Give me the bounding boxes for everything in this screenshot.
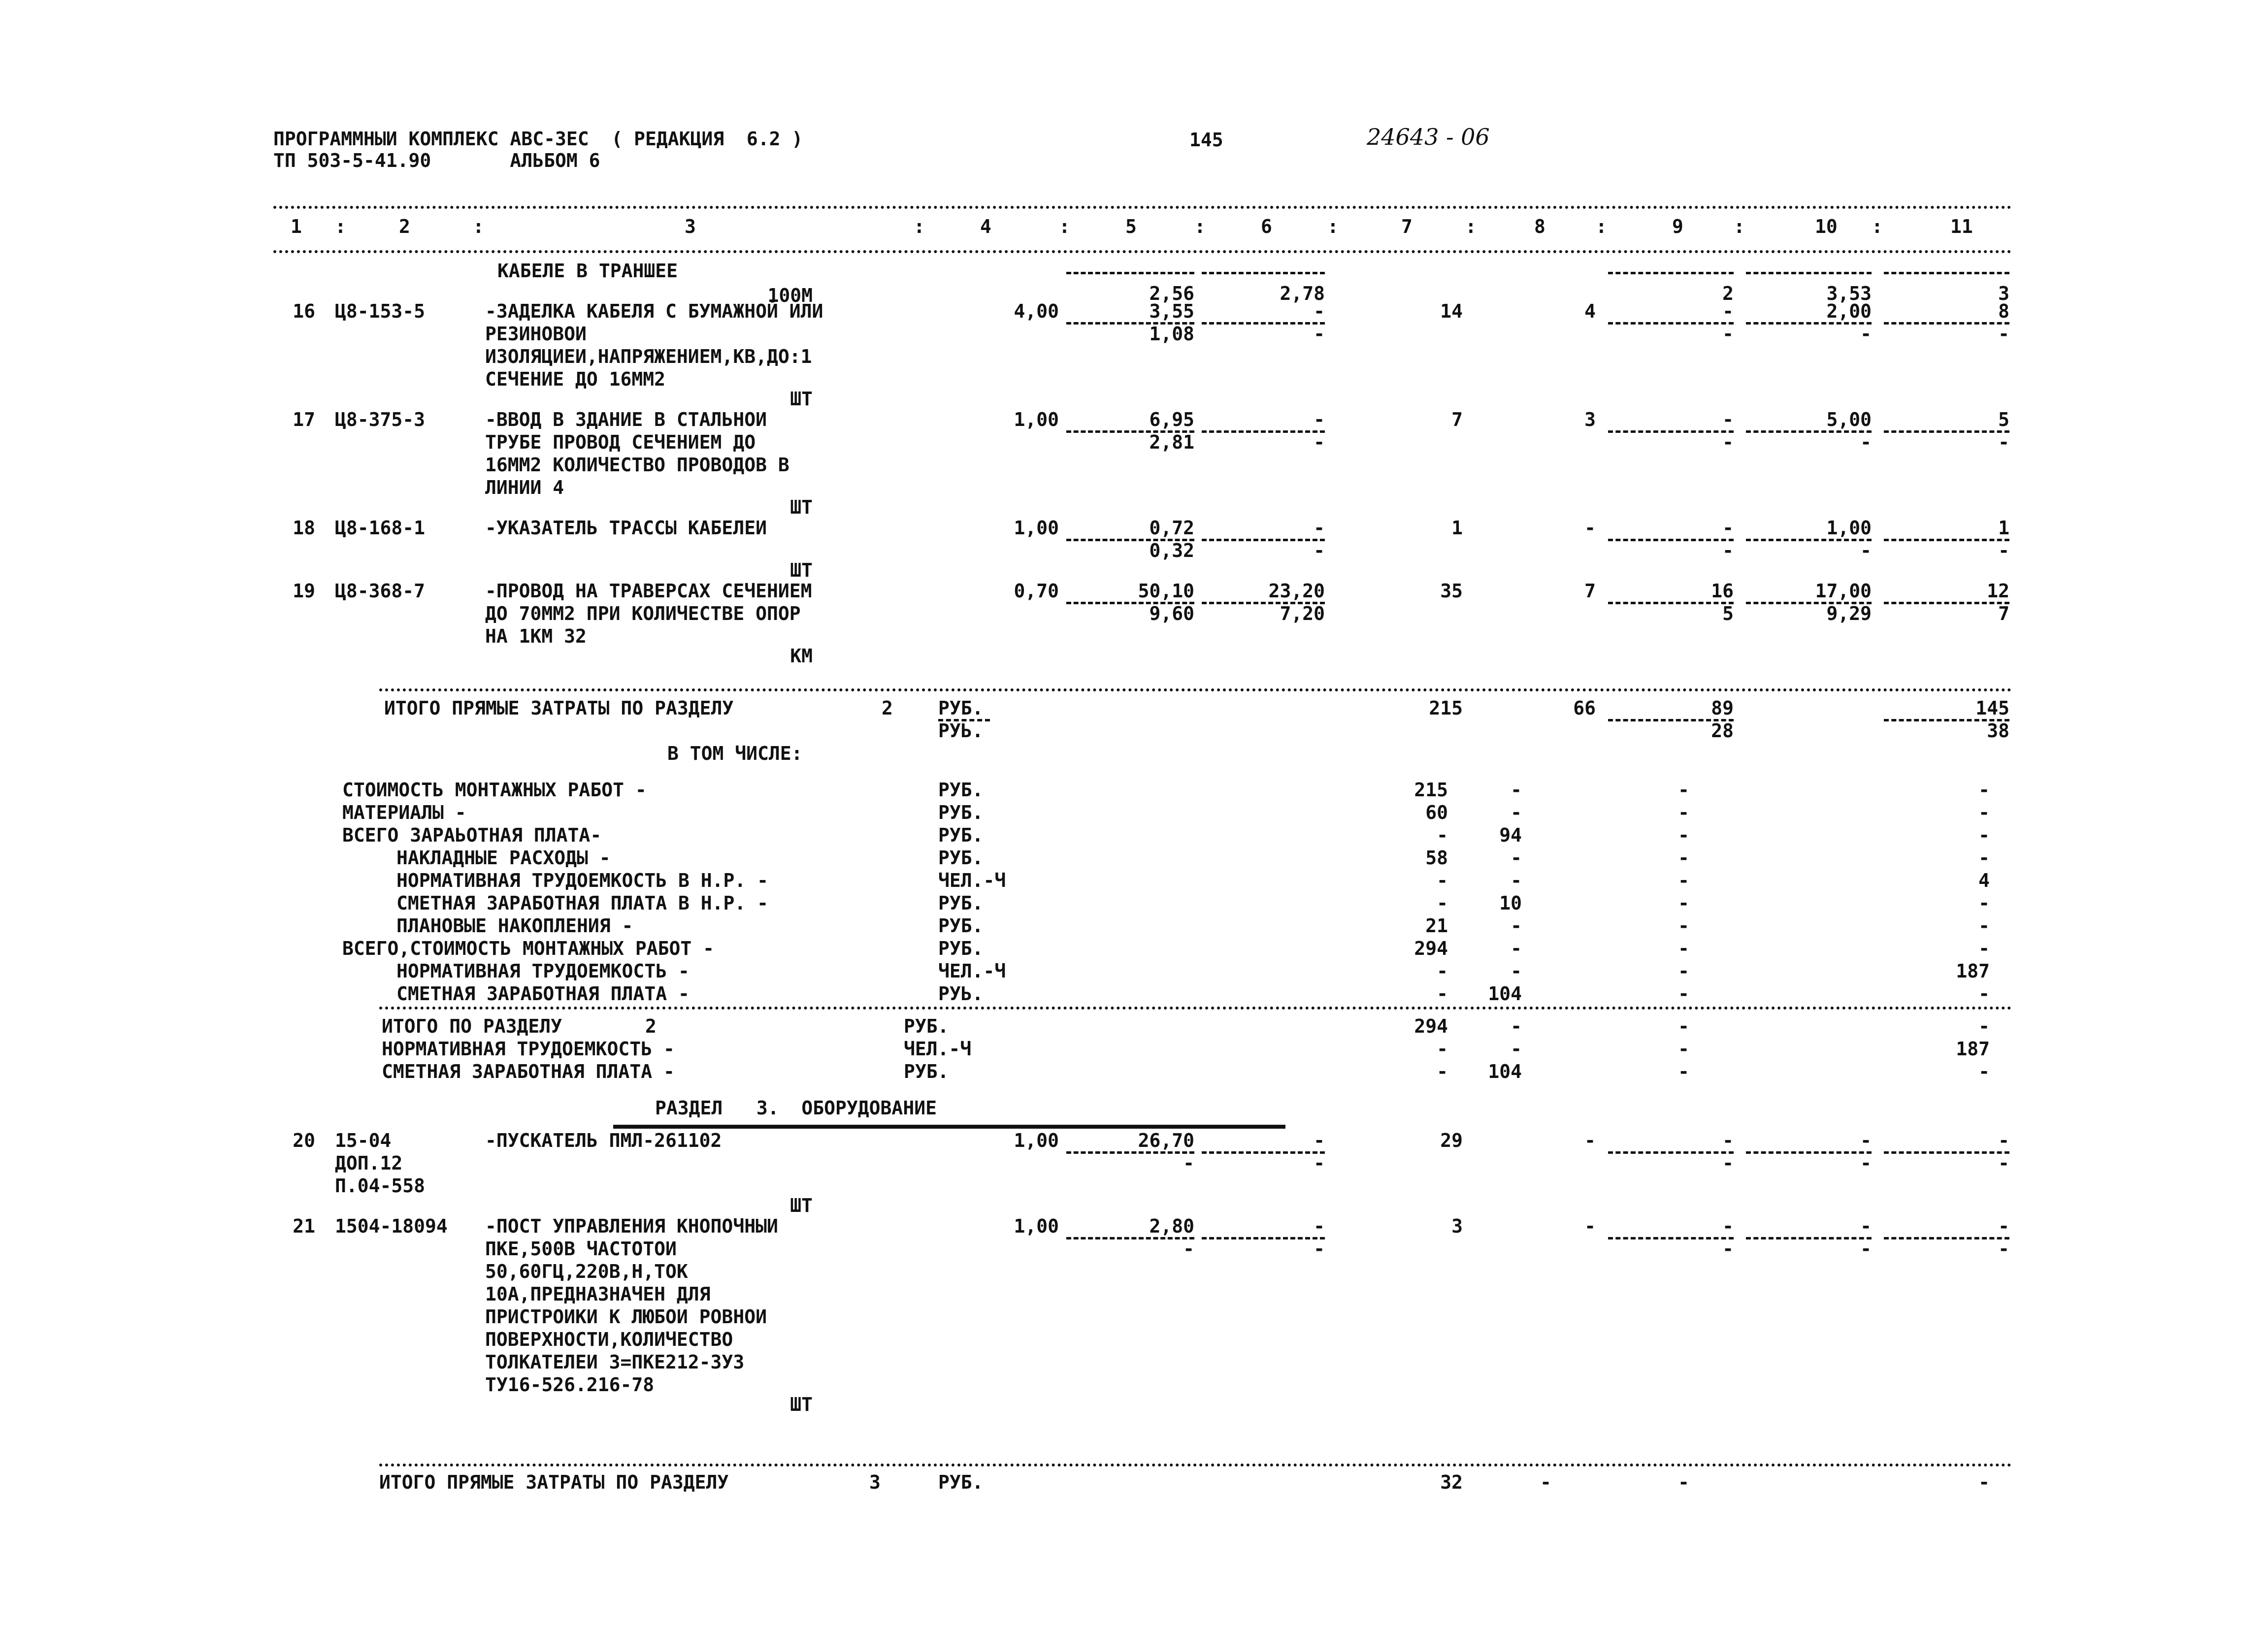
sub-rule: [1746, 539, 1872, 541]
item-18-c7: 1: [1451, 517, 1463, 539]
section-rule: [379, 1464, 2012, 1466]
section3-total-number: 3: [869, 1471, 881, 1493]
sub-rule: [1884, 322, 2009, 325]
item-17-description: -ВВОД В ЗДАНИЕ В СТАЛЬНОИ: [485, 409, 767, 430]
breakdown-c11: 187: [1956, 960, 1990, 982]
item-16-code: Ц8-153-5: [335, 300, 426, 322]
item-16-c7: 14: [1440, 300, 1463, 322]
sub-rule: [1608, 1151, 1734, 1154]
section2-total-unit-labor: РУЬ.: [938, 720, 984, 742]
item-21-c5: 2,80: [1149, 1215, 1194, 1237]
sub-rule: [1066, 1237, 1194, 1239]
item-19-c6-labor: 7,20: [1280, 603, 1325, 624]
item-17-c11-labor: -: [1998, 431, 2009, 453]
item-18-c6-labor: -: [1314, 540, 1325, 561]
item-19-code: Ц8-368-7: [335, 580, 426, 602]
item-18-c6: -: [1314, 517, 1325, 539]
breakdown-c11: -: [1978, 937, 1990, 959]
item-16-c10: 2,00: [1826, 300, 1872, 322]
breakdown-c11: -: [1978, 914, 1990, 937]
section2-total-label: ИТОГО ПРЯМЫЕ ЗАТРАТЫ ПО РАЗДЕЛУ: [384, 697, 734, 719]
item-17-description: ЛИНИИ 4: [485, 477, 564, 498]
item-16-c11: 8: [1998, 300, 2009, 322]
continued-c6: 2,78: [1280, 283, 1325, 304]
breakdown-c8: 10: [1499, 892, 1522, 914]
breakdown-c7: 21: [1425, 914, 1448, 937]
header-rule-top: [273, 206, 2012, 209]
item-19-c5-labor: 9,60: [1149, 603, 1194, 624]
item-19-unit: КМ: [790, 645, 813, 667]
item-19-description: -ПРОВОД НА ТРАВЕРСАХ СЕЧЕНИЕМ: [485, 580, 812, 602]
breakdown-c9: -: [1678, 869, 1689, 891]
item-19-description: ДО 70ММ2 ПРИ КОЛИЧЕСТВЕ ОПОР: [485, 603, 801, 624]
item-17-c6-labor: -: [1314, 431, 1325, 453]
item-18-number: 18: [293, 517, 315, 539]
section2-total-c11-labor: 38: [1987, 720, 2009, 742]
section-total-unit: РУБ.: [904, 1015, 949, 1037]
section-total-unit: ЧЕЛ.-Ч: [904, 1038, 972, 1060]
item-19-c7: 35: [1440, 580, 1463, 602]
item-16-description: ИЗОЛЯЦИЕИ,НАПРЯЖЕНИЕМ,КВ,ДО:1: [485, 346, 812, 367]
breakdown-c7: -: [1437, 960, 1448, 982]
item-21-description: ТОЛКАТЕЛЕИ 3=ПКЕ212-3У3: [485, 1351, 745, 1373]
item-20-c10: -: [1860, 1129, 1872, 1151]
breakdown-c7: 215: [1414, 779, 1448, 801]
item-18-c10: 1,00: [1826, 517, 1872, 539]
item-18-c11-labor: -: [1998, 540, 2009, 561]
item-17-c5: 6,95: [1149, 409, 1194, 430]
item-21-description: -ПОСТ УПРАВЛЕНИЯ КНОПОЧНЫИ: [485, 1215, 778, 1237]
item-21-c10-labor: -: [1860, 1238, 1872, 1260]
breakdown-unit: РУБ.: [938, 914, 984, 937]
item-16-c5: 3,55: [1149, 300, 1194, 322]
item-16-c6: -: [1314, 300, 1325, 322]
item-21-unit: ШТ: [790, 1393, 813, 1415]
breakdown-c9: -: [1678, 982, 1689, 1005]
item-20-c11: -: [1998, 1129, 2009, 1151]
item-20-description: -ПУСКАТЕЛЬ ПМЛ-261102: [485, 1129, 722, 1151]
breakdown-c11: -: [1978, 824, 1990, 846]
breakdown-c8: -: [1511, 960, 1522, 982]
section3-total-unit: РУБ.: [938, 1471, 984, 1493]
continued-c11: 3: [1998, 283, 2009, 304]
breakdown-c8: -: [1511, 869, 1522, 891]
item-18-c5-labor: 0,32: [1149, 540, 1194, 561]
section2-total-c9-labor: 28: [1711, 720, 1734, 742]
breakdown-label: НАКЛАДНЫЕ РАСХОДЫ -: [396, 847, 611, 869]
item-19-c9-labor: 5: [1722, 603, 1734, 624]
item-21-description: 10А,ПРЕДНАЗНАЧЕН ДЛЯ: [485, 1283, 711, 1305]
item-18-c9: -: [1722, 517, 1734, 539]
item-21-code: 1504-18094: [335, 1215, 448, 1237]
sub-rule: [1202, 430, 1325, 433]
item-16-c9: -: [1722, 300, 1734, 322]
item-18-c10-labor: -: [1860, 540, 1872, 561]
breakdown-c7: -: [1437, 869, 1448, 891]
project-line: ТП 503-5-41.90 АЛЬБОМ 6: [273, 150, 600, 171]
sub-rule: [1202, 1237, 1325, 1239]
section3-total-c8: -: [1540, 1471, 1551, 1493]
continued-c10: 3,53: [1826, 283, 1872, 304]
column-separator: :: [1596, 216, 1607, 237]
sub-rule: [1746, 322, 1872, 325]
sub-rule: [1066, 272, 1194, 274]
breakdown-c11: -: [1978, 982, 1990, 1005]
section3-title-underline: [613, 1125, 1285, 1129]
column-header-5: 5: [1125, 216, 1137, 237]
section-total-c9: -: [1678, 1060, 1689, 1082]
column-header-11: 11: [1950, 216, 1973, 237]
item-18-c11: 1: [1998, 517, 2009, 539]
section-total-c9: -: [1678, 1038, 1689, 1060]
breakdown-unit: РУБ.: [938, 937, 984, 959]
column-separator: :: [1872, 216, 1883, 237]
item-16-description: РЕЗИНОВОИ: [485, 323, 587, 345]
item-21-c6-labor: -: [1314, 1238, 1325, 1260]
breakdown-label: СМЕТНАЯ ЗАРАБОТНАЯ ПЛАТА -: [396, 982, 690, 1005]
breakdown-c9: -: [1678, 914, 1689, 937]
breakdown-c8: -: [1511, 779, 1522, 801]
item-21-c5-labor: -: [1183, 1238, 1194, 1260]
item-20-code-line3: П.04-558: [335, 1174, 426, 1197]
item-17-description: 16ММ2 КОЛИЧЕСТВО ПРОВОДОВ В: [485, 454, 789, 476]
column-separator: :: [1327, 216, 1339, 237]
section2-total-number: 2: [882, 697, 893, 719]
section-total-c11: 187: [1956, 1038, 1990, 1060]
item-21-c11: -: [1998, 1215, 2009, 1237]
item-20-c7: 29: [1440, 1129, 1463, 1151]
breakdown-c9: -: [1678, 847, 1689, 869]
item-20-c9: -: [1722, 1129, 1734, 1151]
breakdown-c8: -: [1511, 914, 1522, 937]
item-18-quantity: 1,00: [1014, 517, 1059, 539]
section3-total-c9: -: [1678, 1471, 1689, 1493]
item-16-unit: ШТ: [790, 388, 813, 410]
column-separator: :: [473, 216, 484, 237]
breakdown-unit: ЧЕЛ.-Ч: [938, 960, 1006, 982]
breakdown-label: СМЕТНАЯ ЗАРАБОТНАЯ ПЛАТА В Н.Р. -: [396, 892, 768, 914]
item-17-c8: 3: [1584, 409, 1596, 430]
item-17-c5-labor: 2,81: [1149, 431, 1194, 453]
section-total-label: ИТОГО ПО РАЗДЕЛУ: [382, 1015, 562, 1037]
in-that-heading: В ТОМ ЧИСЛЕ:: [667, 743, 803, 764]
sub-rule: [1202, 272, 1325, 274]
continued-c9: 2: [1722, 283, 1734, 304]
item-16-description: -ЗАДЕЛКА КАБЕЛЯ С БУМАЖНОЙ ИЛИ: [485, 300, 823, 322]
item-19-number: 19: [293, 580, 315, 602]
breakdown-c7: 60: [1425, 801, 1448, 823]
breakdown-unit: ЧЕЛ.-Ч: [938, 869, 1006, 891]
breakdown-c11: -: [1978, 779, 1990, 801]
breakdown-label: ВСЕГО ЗАРАЬОТНАЯ ПЛАТА-: [342, 824, 602, 846]
section3-total-c7: 32: [1440, 1471, 1463, 1493]
item-20-code: 15-04: [335, 1129, 392, 1151]
breakdown-c9: -: [1678, 824, 1689, 846]
item-20-c10-labor: -: [1860, 1152, 1872, 1174]
sub-rule: [1746, 272, 1872, 274]
item-21-c6: -: [1314, 1215, 1325, 1237]
program-title: ПРОГРАММНЫИ КОМПЛЕКС АВС-ЗЕС ( РЕДАКЦИЯ 6.2 ): [273, 128, 803, 150]
sub-rule: [1884, 1151, 2009, 1154]
item-17-unit: ШТ: [790, 496, 813, 518]
item-16-c10-labor: -: [1860, 323, 1872, 345]
sub-rule: [1608, 602, 1734, 604]
section-total-c7: -: [1437, 1060, 1448, 1082]
breakdown-c9: -: [1678, 937, 1689, 959]
column-separator: :: [1194, 216, 1206, 237]
item-20-unit: ШТ: [790, 1194, 813, 1216]
item-17-c10-labor: -: [1860, 431, 1872, 453]
section-total-c11: -: [1978, 1060, 1990, 1082]
item-19-c9: 16: [1711, 580, 1734, 602]
item-18-description: -УКАЗАТЕЛЬ ТРАССЫ КАБЕЛЕИ: [485, 517, 767, 539]
breakdown-unit: РУЬ.: [938, 982, 984, 1005]
breakdown-c7: -: [1437, 892, 1448, 914]
item-20-quantity: 1,00: [1014, 1129, 1059, 1151]
section2-total-unit: РУБ.: [938, 697, 984, 719]
breakdown-c11: 4: [1978, 869, 1990, 891]
item-20-c5-labor: -: [1183, 1152, 1194, 1174]
continued-unit: 100М: [767, 285, 813, 306]
section-rule: [379, 688, 2012, 691]
breakdown-unit: РУБ.: [938, 801, 984, 823]
item-16-c8: 4: [1584, 300, 1596, 322]
item-20-c9-labor: -: [1722, 1152, 1734, 1174]
breakdown-c9: -: [1678, 892, 1689, 914]
item-20-code-line2: ДОП.12: [335, 1152, 403, 1174]
continued-description: КАБЕЛЕ В ТРАНШЕЕ: [497, 260, 678, 282]
item-19-description: НА 1КМ 32: [485, 625, 587, 647]
sub-rule: [1746, 1151, 1872, 1154]
item-21-description: 50,60ГЦ,220В,Н,ТОК: [485, 1260, 688, 1282]
item-18-c5: 0,72: [1149, 517, 1194, 539]
column-header-3: 3: [685, 216, 696, 237]
item-20-number: 20: [293, 1129, 315, 1151]
item-17-c9-labor: -: [1722, 431, 1734, 453]
breakdown-label: ВСЕГО,СТОИМОСТЬ МОНТАЖНЫХ РАБОТ -: [342, 937, 714, 959]
item-16-c9-labor: -: [1722, 323, 1734, 345]
item-18-code: Ц8-168-1: [335, 517, 426, 539]
item-19-c11: 12: [1987, 580, 2009, 602]
column-header-10: 10: [1815, 216, 1838, 237]
sub-rule: [1884, 1237, 2009, 1239]
column-separator: :: [914, 216, 925, 237]
section2-total-c11: 145: [1975, 697, 2009, 719]
item-16-description: СЕЧЕНИЕ ДО 16ММ2: [485, 368, 666, 390]
section2-total-c8: 66: [1573, 697, 1596, 719]
breakdown-c11: -: [1978, 801, 1990, 823]
item-17-c9: -: [1722, 409, 1734, 430]
column-header-2: 2: [399, 216, 410, 237]
breakdown-label: ПЛАНОВЫЕ НАКОПЛЕНИЯ -: [396, 914, 633, 937]
section-total-unit: РУБ.: [904, 1060, 949, 1082]
sub-rule: [1608, 539, 1734, 541]
sub-rule: [1608, 322, 1734, 325]
item-19-c11-labor: 7: [1998, 603, 2009, 624]
breakdown-label: МАТЕРИАЛЫ -: [342, 801, 466, 823]
item-17-c7: 7: [1451, 409, 1463, 430]
section-total-c8: 104: [1488, 1060, 1522, 1082]
item-16-c11-labor: -: [1998, 323, 2009, 345]
item-17-quantity: 1,00: [1014, 409, 1059, 430]
item-21-description: ТУ16-526.216-78: [485, 1373, 655, 1396]
item-16-number: 16: [293, 300, 315, 322]
breakdown-unit: РУБ.: [938, 892, 984, 914]
column-header-1: 1: [291, 216, 302, 237]
item-21-number: 21: [293, 1215, 315, 1237]
item-19-c10-labor: 9,29: [1826, 603, 1872, 624]
column-header-8: 8: [1534, 216, 1545, 237]
sub-rule: [1608, 1237, 1734, 1239]
breakdown-label: НОРМАТИВНАЯ ТРУДОЕМКОСТЬ В Н.Р. -: [396, 869, 768, 891]
breakdown-c9: -: [1678, 960, 1689, 982]
item-21-c7: 3: [1451, 1215, 1463, 1237]
section3-total-c11: -: [1978, 1471, 1990, 1493]
column-header-7: 7: [1401, 216, 1413, 237]
section-total-label: СМЕТНАЯ ЗАРАБОТНАЯ ПЛАТА -: [382, 1060, 675, 1082]
item-21-c11-labor: -: [1998, 1238, 2009, 1260]
sub-rule: [1066, 1151, 1194, 1154]
section-total-c9: -: [1678, 1015, 1689, 1037]
item-20-c11-labor: -: [1998, 1152, 2009, 1174]
sub-rule: [1746, 1237, 1872, 1239]
section3-total-label: ИТОГО ПРЯМЫЕ ЗАТРАТЫ ПО РАЗДЕЛУ: [379, 1471, 729, 1493]
sub-rule: [1884, 602, 2009, 604]
item-20-c6: -: [1314, 1129, 1325, 1151]
sub-rule: [1202, 539, 1325, 541]
breakdown-c8: -: [1511, 847, 1522, 869]
item-16-quantity: 4,00: [1014, 300, 1059, 322]
section2-total-c9: 89: [1711, 697, 1734, 719]
item-17-c11: 5: [1998, 409, 2009, 430]
item-19-quantity: 0,70: [1014, 580, 1059, 602]
column-header-9: 9: [1672, 216, 1683, 237]
item-17-c6: -: [1314, 409, 1325, 430]
section3-title: РАЗДЕЛ 3. ОБОРУДОВАНИЕ: [655, 1097, 937, 1119]
section-total-c8: -: [1511, 1015, 1522, 1037]
item-16-c5-labor: 1,08: [1149, 323, 1194, 345]
breakdown-c9: -: [1678, 779, 1689, 801]
sub-rule: [1884, 272, 2009, 274]
item-21-description: ПОВЕРХНОСТИ,КОЛИЧЕСТВО: [485, 1328, 733, 1350]
item-17-description: ТРУБЕ ПРОВОД СЕЧЕНИЕМ ДО: [485, 431, 756, 453]
item-20-c5: 26,70: [1138, 1129, 1194, 1151]
breakdown-c8: 104: [1488, 982, 1522, 1005]
item-20-c6-labor: -: [1314, 1152, 1325, 1174]
page-number: 145: [1189, 129, 1223, 151]
breakdown-c11: -: [1978, 847, 1990, 869]
breakdown-c7: 294: [1414, 937, 1448, 959]
item-21-c10: -: [1860, 1215, 1872, 1237]
item-18-c8: -: [1584, 517, 1596, 539]
sub-rule: [1746, 430, 1872, 433]
section-total-c8: -: [1511, 1038, 1522, 1060]
item-17-code: Ц8-375-3: [335, 409, 426, 430]
breakdown-c7: -: [1437, 824, 1448, 846]
breakdown-unit: РУБ.: [938, 779, 984, 801]
item-17-c10: 5,00: [1826, 409, 1872, 430]
breakdown-c9: -: [1678, 801, 1689, 823]
breakdown-label: НОРМАТИВНАЯ ТРУДОЕМКОСТЬ -: [396, 960, 690, 982]
column-header-4: 4: [980, 216, 991, 237]
breakdown-unit: РУБ.: [938, 824, 984, 846]
breakdown-c7: -: [1437, 982, 1448, 1005]
item-18-c9-labor: -: [1722, 540, 1734, 561]
item-16-c6-labor: -: [1314, 323, 1325, 345]
column-separator: :: [1734, 216, 1745, 237]
continued-c5: 2,56: [1149, 283, 1194, 304]
sub-rule: [1608, 430, 1734, 433]
sub-rule: [1202, 1151, 1325, 1154]
item-21-c9-labor: -: [1722, 1238, 1734, 1260]
item-17-number: 17: [293, 409, 315, 430]
item-21-quantity: 1,00: [1014, 1215, 1059, 1237]
item-21-description: ПРИСТРОИКИ К ЛЮБОИ РОВНОИ: [485, 1305, 767, 1328]
item-21-c9: -: [1722, 1215, 1734, 1237]
item-19-c6: 23,20: [1268, 580, 1325, 602]
breakdown-label: СТОИМОСТЬ МОНТАЖНЫХ РАБОТ -: [342, 779, 647, 801]
column-separator: :: [335, 216, 346, 237]
header-rule-bottom: [273, 250, 2012, 253]
breakdown-c8: 94: [1499, 824, 1522, 846]
breakdown-c8: -: [1511, 801, 1522, 823]
item-19-c10: 17,00: [1815, 580, 1872, 602]
item-19-c8: 7: [1584, 580, 1596, 602]
item-21-description: ПКЕ,500В ЧАСТОТОИ: [485, 1238, 677, 1260]
sub-rule: [1608, 272, 1734, 274]
sub-rule: [1884, 430, 2009, 433]
breakdown-c7: 58: [1425, 847, 1448, 869]
doc-code: 24643 - 06: [1367, 124, 1490, 150]
column-header-6: 6: [1261, 216, 1272, 237]
item-21-c8: -: [1584, 1215, 1596, 1237]
section-total-number: 2: [645, 1015, 657, 1037]
item-18-unit: ШТ: [790, 559, 813, 581]
section-total-c7: -: [1437, 1038, 1448, 1060]
column-separator: :: [1059, 216, 1070, 237]
section-total-c11: -: [1978, 1015, 1990, 1037]
item-20-c8: -: [1584, 1129, 1596, 1151]
breakdown-c11: -: [1978, 892, 1990, 914]
section2-total-c7: 215: [1429, 697, 1463, 719]
sub-rule: [1884, 539, 2009, 541]
sub-rule: [1202, 322, 1325, 325]
breakdown-c8: -: [1511, 937, 1522, 959]
item-19-c5: 50,10: [1138, 580, 1194, 602]
section-total-c7: 294: [1414, 1015, 1448, 1037]
section-rule: [379, 1007, 2012, 1010]
section-total-label: НОРМАТИВНАЯ ТРУДОЕМКОСТЬ -: [382, 1038, 675, 1060]
column-separator: :: [1465, 216, 1477, 237]
breakdown-unit: РУБ.: [938, 847, 984, 869]
